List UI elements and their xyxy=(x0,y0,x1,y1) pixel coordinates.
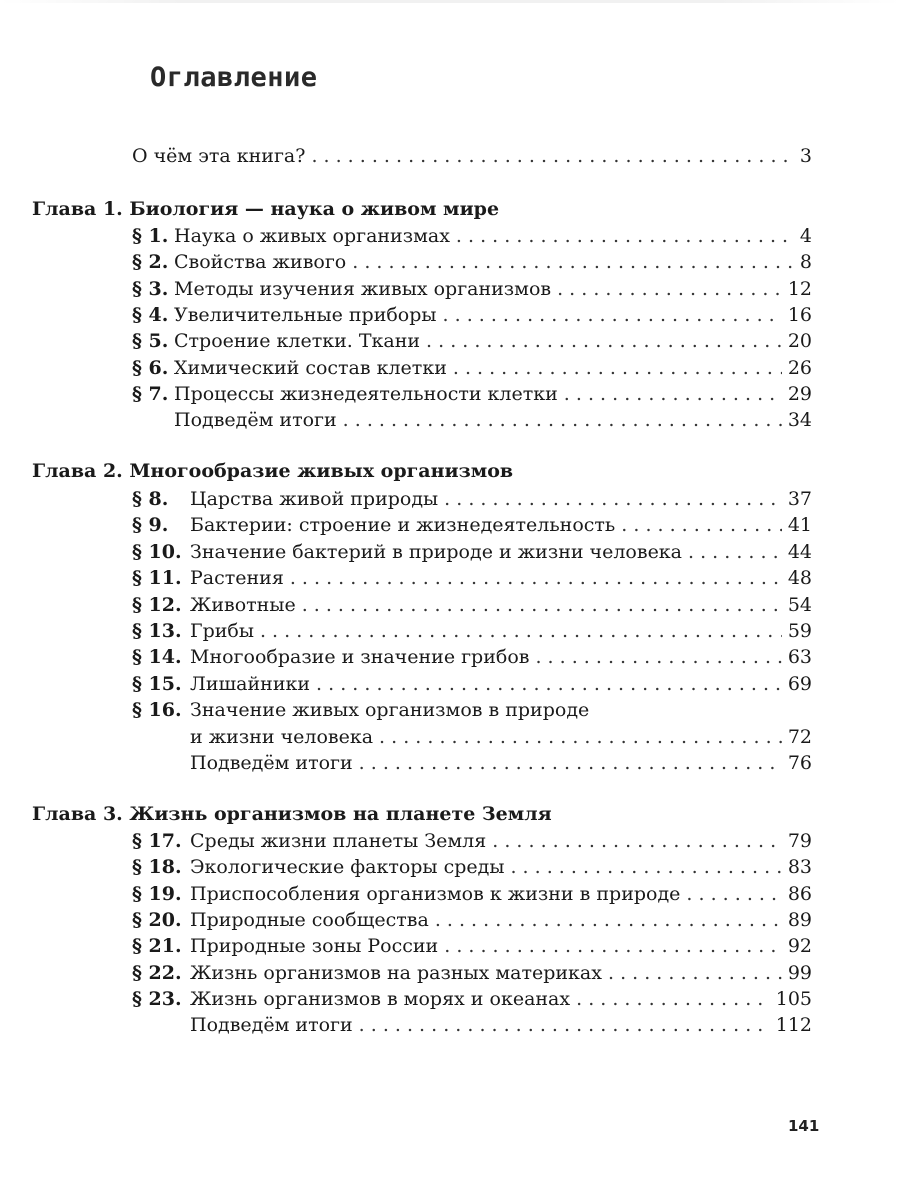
section-title: Животные xyxy=(190,593,296,616)
section-page: 112 xyxy=(775,1014,812,1037)
toc-entry-label xyxy=(132,1014,353,1036)
dot-leader xyxy=(343,409,782,431)
section-title: Природные зоны России xyxy=(190,935,439,958)
toc-entry xyxy=(132,541,812,567)
section-page: 54 xyxy=(787,593,812,616)
dot-leader xyxy=(311,145,793,167)
dot-leader xyxy=(316,673,782,695)
section-number: § 22. xyxy=(132,961,182,984)
toc-entry-label xyxy=(132,620,254,642)
section-title: Жизнь организмов на разных материках xyxy=(190,961,602,984)
toc-entry xyxy=(132,225,812,251)
section-page: 69 xyxy=(787,672,812,695)
toc-entry xyxy=(132,909,812,935)
section-page: 89 xyxy=(787,908,812,931)
chapter-3-heading: Глава 3. Жизнь организмов на планете Земля xyxy=(32,803,552,825)
page-number: 141 xyxy=(788,1117,820,1135)
section-title: Значение бактерий в природе и жизни человека xyxy=(190,540,683,563)
dot-leader xyxy=(302,594,782,616)
section-number: § 6. xyxy=(132,356,169,379)
section-number: § 1. xyxy=(132,225,169,247)
section-title: Растения xyxy=(190,567,284,590)
dot-leader xyxy=(576,988,770,1010)
section-title: Методы изучения живых организмов xyxy=(174,277,552,300)
toc-entry-label xyxy=(132,357,447,379)
dot-leader xyxy=(535,646,781,668)
section-page: 105 xyxy=(775,987,812,1010)
section-number: § 11. xyxy=(132,567,182,590)
section-title: Приспособления организмов к жизни в природе xyxy=(190,882,681,905)
section-title: Бактерии: строение и жизнедеятельность xyxy=(190,514,616,537)
dot-leader xyxy=(564,383,782,405)
section-title: Строение клетки. Ткани xyxy=(174,330,421,353)
section-page: 79 xyxy=(787,830,812,852)
section-title: Процессы жизнедеятельности клетки xyxy=(174,382,558,405)
section-number: § 2. xyxy=(132,251,169,274)
toc-entry xyxy=(132,1014,812,1040)
section-page: 34 xyxy=(787,409,812,432)
section-title: Природные сообщества xyxy=(190,908,429,931)
toc-entry-label xyxy=(132,251,346,273)
section-title: Химический состав клетки xyxy=(174,356,447,379)
section-page: 41 xyxy=(787,514,812,537)
toc-entry xyxy=(132,935,812,961)
toc-entry-label xyxy=(132,567,284,589)
section-page: 59 xyxy=(787,620,812,642)
dot-leader xyxy=(443,304,782,326)
toc-entry-label xyxy=(132,856,504,878)
toc-entry xyxy=(132,357,812,383)
section-title: Царства живой природы xyxy=(190,488,439,510)
toc-entry xyxy=(132,488,812,514)
section-number: § 8. xyxy=(132,488,169,510)
toc-entry-label xyxy=(132,383,558,405)
toc-entry xyxy=(132,567,812,593)
dot-leader xyxy=(492,830,782,852)
dot-leader xyxy=(260,620,782,642)
toc-entry xyxy=(132,278,812,304)
dot-leader xyxy=(359,1014,770,1036)
section-title: Наука о живых организмах xyxy=(174,225,450,247)
toc-entry xyxy=(132,962,812,988)
section-number: § 3. xyxy=(132,277,169,300)
section-page: 99 xyxy=(787,961,812,984)
toc-entry xyxy=(132,752,812,778)
section-number: § 9. xyxy=(132,514,169,537)
section-title: Свойства живого xyxy=(174,251,347,274)
section-number: § 18. xyxy=(132,856,182,879)
section-number: § 19. xyxy=(132,882,182,905)
section-number: § 7. xyxy=(132,382,169,405)
section-number: § 13. xyxy=(132,620,182,642)
dot-leader xyxy=(686,883,781,905)
section-title: Подведём итоги xyxy=(190,1014,353,1037)
toc-entry-label xyxy=(132,541,682,563)
toc-entry xyxy=(132,251,812,277)
dot-leader xyxy=(359,752,782,774)
toc-entry-label xyxy=(132,330,420,352)
dot-leader xyxy=(290,567,782,589)
section-number: § 15. xyxy=(132,672,182,695)
section-page: 12 xyxy=(787,277,812,300)
page-top-edge xyxy=(0,0,900,3)
toc-entry-label xyxy=(132,883,680,905)
dot-leader xyxy=(379,726,782,748)
toc-entry-label xyxy=(132,225,450,247)
section-page: 26 xyxy=(787,356,812,379)
toc-entry-label xyxy=(132,988,570,1010)
section-title: Среды жизни планеты Земля xyxy=(190,830,487,852)
section-number: § 23. xyxy=(132,987,182,1010)
toc-intro-label: О чём эта книга? xyxy=(132,145,306,167)
toc-entry xyxy=(132,330,812,356)
section-page: 86 xyxy=(787,882,812,905)
section-title: Многообразие и значение грибов xyxy=(190,646,530,669)
toc-entry xyxy=(132,383,812,409)
section-page: 63 xyxy=(787,646,812,669)
section-title: и жизни человека xyxy=(190,725,374,748)
section-number: § 4. xyxy=(132,303,169,326)
section-page: 4 xyxy=(799,225,812,247)
section-number: § 16. xyxy=(132,699,182,722)
section-number: § 17. xyxy=(132,830,182,852)
toc-entry xyxy=(132,620,812,646)
toc-entry xyxy=(132,726,812,752)
section-title: Жизнь организмов в морях и океанах xyxy=(190,987,571,1010)
toc-entry-label xyxy=(132,278,551,300)
section-page: 72 xyxy=(787,725,812,748)
section-title: Подведём итоги xyxy=(174,409,337,432)
section-number: § 14. xyxy=(132,646,182,669)
section-title: Подведём итоги xyxy=(190,752,353,774)
section-page: 29 xyxy=(787,382,812,405)
dot-leader xyxy=(456,225,794,247)
section-title: Экологические факторы среды xyxy=(190,856,505,879)
section-number: § 20. xyxy=(132,908,182,931)
toc-entry xyxy=(132,988,812,1014)
toc-entry-label xyxy=(132,830,486,852)
toc-entry xyxy=(132,514,812,540)
section-page: 76 xyxy=(787,752,812,774)
dot-leader xyxy=(352,251,794,273)
section-title: Грибы xyxy=(190,620,254,642)
dot-leader xyxy=(435,909,782,931)
toc-entry-label xyxy=(132,488,438,510)
section-page: 16 xyxy=(787,303,812,326)
toc-entry-label xyxy=(132,409,337,431)
toc-entry-label xyxy=(132,935,438,957)
chapter-1-heading: Глава 1. Биология — наука о живом мире xyxy=(32,198,500,220)
section-number: § 5. xyxy=(132,330,169,353)
section-page: 92 xyxy=(787,935,812,958)
toc-entry-label xyxy=(132,594,296,616)
section-title: Значение живых организмов в природе xyxy=(190,699,590,722)
section-page: 20 xyxy=(787,330,812,353)
dot-leader xyxy=(557,278,782,300)
toc-intro-row xyxy=(132,145,812,171)
toc-entry xyxy=(132,673,812,699)
chapter-2-heading: Глава 2. Многообразие живых организмов xyxy=(32,460,514,482)
toc-entry-label xyxy=(132,673,310,695)
dot-leader xyxy=(688,541,782,563)
toc-entry xyxy=(132,830,812,856)
section-page: 83 xyxy=(787,856,812,879)
section-number: § 10. xyxy=(132,540,182,563)
toc-entry-label xyxy=(132,514,615,536)
dot-leader xyxy=(444,935,782,957)
toc-entry xyxy=(132,304,812,330)
section-number: § 12. xyxy=(132,593,182,616)
toc-entry-label xyxy=(132,304,437,326)
toc-entry xyxy=(132,856,812,882)
section-title: Лишайники xyxy=(190,672,311,695)
dot-leader xyxy=(510,856,781,878)
toc-entry xyxy=(132,646,812,672)
section-page: 8 xyxy=(799,251,812,274)
section-number: § 21. xyxy=(132,935,182,958)
toc-entry-label xyxy=(132,909,429,931)
toc-entry-label xyxy=(132,726,373,748)
dot-leader xyxy=(426,330,782,352)
section-page: 44 xyxy=(787,540,812,563)
section-page: 37 xyxy=(787,488,812,510)
dot-leader xyxy=(608,962,782,984)
toc-entry-label xyxy=(132,699,589,721)
section-title: Увеличительные приборы xyxy=(174,303,437,326)
dot-leader xyxy=(621,514,782,536)
toc-entry xyxy=(132,409,812,435)
toc-entry xyxy=(132,883,812,909)
toc-intro-page: 3 xyxy=(799,145,812,167)
toc-entry-label xyxy=(132,646,529,668)
dot-leader xyxy=(453,357,782,379)
page-title: Оглавление xyxy=(150,62,318,93)
toc-entry-label xyxy=(132,752,353,774)
dot-leader xyxy=(444,488,782,510)
toc-entry-label xyxy=(132,962,602,984)
toc-entry xyxy=(132,594,812,620)
section-page: 48 xyxy=(787,567,812,590)
toc-entry xyxy=(132,699,812,725)
